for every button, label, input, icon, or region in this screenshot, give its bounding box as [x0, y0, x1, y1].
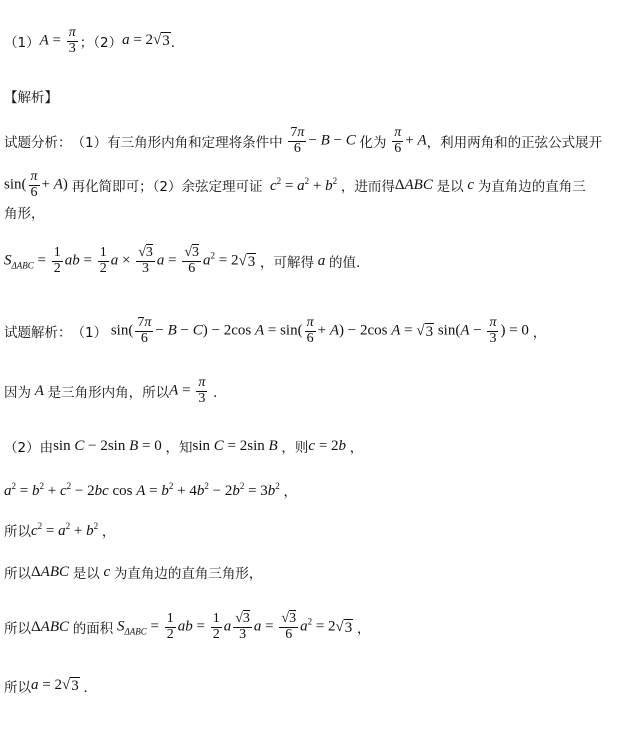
analysis-line-2: sin( $\frac{\pi}{6}$ + A) 再化简即可；（2）余弦定理可证 $c^2 = a^2 + b^2$ ，进而得 ΔABC 是以 c 为直角边的直角三 [4, 169, 586, 200]
solution-line-3: （2）由 sin C − 2sin B = 0 ，知 sin C = 2sin B ，则 c = 2b ， [4, 437, 364, 456]
answer-part1-formula: A = $\frac{\pi}{3}$ [39, 25, 76, 56]
formula-cosine-law: $a^2 = b^2 + c^2 - 2bc$ $\cos A = b^2 + 4b^2 - 2b^2 = 3b^2$ [4, 480, 280, 499]
formula-triangle-abc: ΔABC [394, 176, 433, 193]
answer-line [4, 26, 184, 56]
analysis-heading: 【解析】 [4, 90, 58, 106]
formula-pi6-plus-A: $\frac{\pi}{6}$ + A [394, 125, 427, 156]
formula-7pi-6: $\frac{7\pi}{6}$ − B − C [290, 125, 356, 156]
formula-area: $S_{\Delta ABC}$ = $\frac{1}{2}$ ab = $\frac{1}{2}$ a × $\frac{√3}{3}$ a = $\frac{√3}{6}$ $a^2 = 2$ √ 3 [4, 245, 256, 276]
solution-line-4: $a^2 = b^2 + c^2 - 2bc$ $\cos A = b^2 + 4b^2 - 2b^2 = 3b^2$ ， [4, 480, 298, 500]
answer-part2-formula: a = 2 √ 3 [122, 32, 170, 50]
formula-pythag: $c^2 = a^2 + b^2$ [270, 175, 338, 194]
formula-solution-1: sin( $\frac{7\pi}{6}$ − B − C) − 2cos A = sin( $\frac{\pi}{6}$ + A) − 2cos A = √ 3 sin(A − $\frac{\pi}{3}$ ) = 0 [107, 315, 533, 346]
solution-line-7: 所以 ΔABC 的面积 $S_{\Delta ABC}$ = $\frac{1}{2}$ ab = $\frac{1}{2}$ a $\frac{√3}{3}$ a = $\frac{√3}{6}$ $a^2 = 2$ √ 3 ， [4, 611, 371, 642]
analysis-line-1: 试题分析： （1）有三角形内角和定理将条件中 $\frac{7\pi}{6}$ − B − C 化为 $\frac{\pi}{6}$ + A ，利用两角和的正弦公式展开 [4, 125, 603, 156]
solution-line-5: 所以 $c^2 = a^2 + b^2$ ， [4, 520, 116, 540]
solution-label: 试题解析： [4, 325, 72, 342]
solution-line-2: 因为 A 是三角形内角，所以 A = $\frac{\pi}{3}$ ． [4, 375, 227, 406]
answer-part1-label: （1） [4, 35, 40, 52]
answer-part2-label: ；（2） [79, 35, 123, 52]
analysis-area-line: $S_{\Delta ABC}$ = $\frac{1}{2}$ ab = $\frac{1}{2}$ a × $\frac{√3}{3}$ a = $\frac{√3}{6}$ $a^2 = 2$ √ 3 ，可解得 a 的值. [4, 245, 361, 276]
formula-A-value: A = $\frac{\pi}{3}$ [169, 375, 206, 406]
analysis-line-3: 角形， [4, 206, 45, 222]
solution-line-1: 试题解析： （1） sin( $\frac{7\pi}{6}$ − B − C) − 2cos A = sin( $\frac{\pi}{6}$ + A) − 2cos A = √ 3 sin(A − $\frac{\pi}{3}$ ) = 0 ， [4, 315, 547, 346]
solution-line-6: 所以 ΔABC 是以 c 为直角边的直角三角形， [4, 563, 263, 582]
formula-sin: sin( $\frac{\pi}{6}$ + A) [4, 169, 72, 200]
solution-line-8: 所以 a = 2 √ 3 ． [4, 677, 97, 696]
formula-area-final: $S_{\Delta ABC}$ = $\frac{1}{2}$ ab = $\frac{1}{2}$ a $\frac{√3}{3}$ a = $\frac{√3}{6}$ $a^2 = 2$ √ 3 [117, 611, 353, 642]
analysis-label: 试题分析： [4, 135, 72, 152]
answer-end: ． [170, 35, 185, 52]
